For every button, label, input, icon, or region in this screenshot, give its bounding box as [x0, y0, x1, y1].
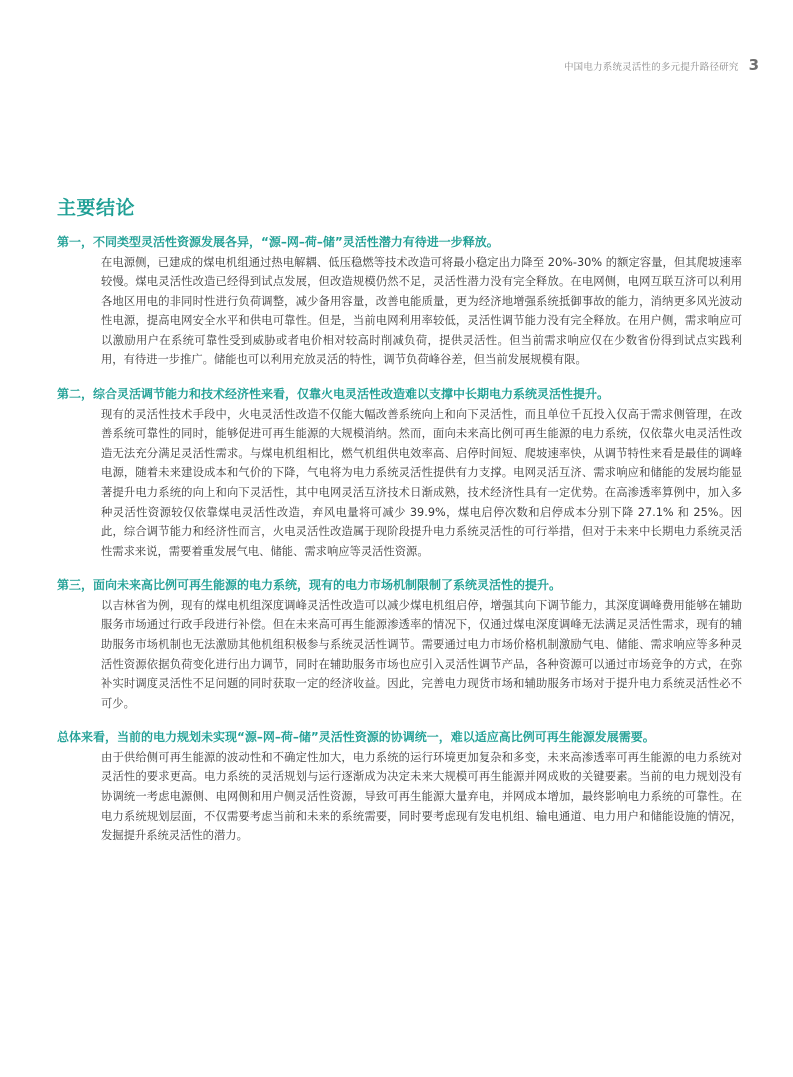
page-number: 3	[748, 56, 759, 74]
conclusion-block-summary	[57, 728, 742, 845]
section-title: 主要结论	[57, 197, 136, 219]
conclusion-body: 以吉林省为例，现有的煤电机组深度调峰灵活性改造可以减少煤电机组启停，增强其向下调节能力，其深度调峰费用能够在辅助服务市场通过行政手段进行补偿。但在未来高可再生能源渗透率的情况下，仅通过煤电深度调峰无法满足灵活性需求，现有的辅助服务市场机制也无法激励其他机组积极参与系统灵活性调节。需要通过电力市场价格机制激励气电、储能、需求响应等多种灵活性资源依据负荷变化进行出力调节，同时在辅助服务市场也应引入灵活性调节产品，各种资源可以通过市场竞争的方式，在弥补实时调度灵活性不足问题的同时获取一定的经济收益。因此，完善电力现货市场和辅助服务市场对于提升电力系统灵活性必不可少。	[101, 598, 742, 710]
conclusion-block-1	[57, 233, 742, 370]
running-title: 中国电力系统灵活性的多元提升路径研究	[563, 62, 739, 73]
running-header	[564, 56, 759, 74]
conclusion-heading: 总体来看，当前的电力规划未实现“源–网–荷–储”灵活性资源的协调统一，难以适应高比例可再生能源发展需要。	[57, 730, 655, 745]
conclusions-content	[57, 233, 742, 861]
conclusion-heading: 第三，面向未来高比例可再生能源的电力系统，现有的电力市场机制限制了系统灵活性的提升。	[57, 578, 562, 593]
conclusion-body: 在电源侧，已建成的煤电机组通过热电解耦、低压稳燃等技术改造可将最小稳定出力降至 20%-30% 的额定容量，但其爬坡速率较慢。煤电灵活性改造已经得到试点发展，但改造规模仍然不足，灵活性潜力没有完全释放。在电网侧，电网互联互济可以利用各地区用电的非同时性进行负荷调整，减少备用容量，改善电能质量，更为经济地增强系统抵御事故的能力，消纳更多风光波动性电源，提高电网安全水平和供电可靠性。但是，当前电网利用率较低，灵活性调节能力没有完全释放。在用户侧，需求响应可以激励用户在系统可靠性受到威胁或者电价相对较高时削减负荷，提供灵活性。但当前需求响应仅在少数省份得到试点实践利用，有待进一步推广。储能也可以利用充放灵活的特性，调节负荷峰谷差，但当前发展规模有限。	[101, 255, 742, 367]
conclusion-block-3	[57, 576, 742, 713]
conclusion-block-2	[57, 385, 742, 561]
conclusion-heading: 第二，综合灵活调节能力和技术经济性来看，仅靠火电灵活性改造难以支撑中长期电力系统灵活性提升。	[57, 387, 610, 402]
conclusion-body: 现有的灵活性技术手段中，火电灵活性改造不仅能大幅改善系统向上和向下灵活性，而且单位千瓦投入仅高于需求侧管理，在改善系统可靠性的同时，能够促进可再生能源的大规模消纳。然而，面向未来高比例可再生能源的电力系统，仅依靠火电灵活性改造无法充分满足灵活性需求。与煤电机组相比，燃气机组供电效率高、启停时间短、爬坡速率快，从调节特性来看是最佳的调峰电源，随着未来建设成本和气价的下降，气电将为电力系统灵活性提供有力支撑。电网灵活互济、需求响应和储能的发展均能显著提升电力系统的向上和向下灵活性，其中电网灵活互济技术日渐成熟，技术经济性具有一定优势。在高渗透率算例中，加入多种灵活性资源较仅依靠煤电灵活性改造，弃风电量将可减少 39.9%，煤电启停次数和启停成本分别下降 27.1% 和 25%。因此，综合调节能力和经济性而言，火电灵活性改造属于现阶段提升电力系统灵活性的可行举措，但对于未来中长期电力系统灵活性需求来说，需要着重发展气电、储能、需求响应等灵活性资源。	[101, 407, 742, 558]
conclusion-heading: 第一，不同类型灵活性资源发展各异，“源–网–荷–储”灵活性潜力有待进一步释放。	[57, 235, 499, 249]
conclusion-body: 由于供给侧可再生能源的波动性和不确定性加大，电力系统的运行环境更加复杂和多变，未来高渗透率可再生能源的电力系统对灵活性的要求更高。电力系统的灵活规划与运行逐渐成为决定未来大规模可再生能源并网成败的关键要素。当前的电力规划没有协调统一考虑电源侧、电网侧和用户侧灵活性资源，导致可再生能源大量弃电，并网成本增加，最终影响电力系统的可靠性。在电力系统规划层面，不仅需要考虑当前和未来的系统需要，同时要考虑现有发电机组、输电通道、电力用户和储能设施的情况，发掘提升系统灵活性的潜力。	[101, 750, 742, 843]
